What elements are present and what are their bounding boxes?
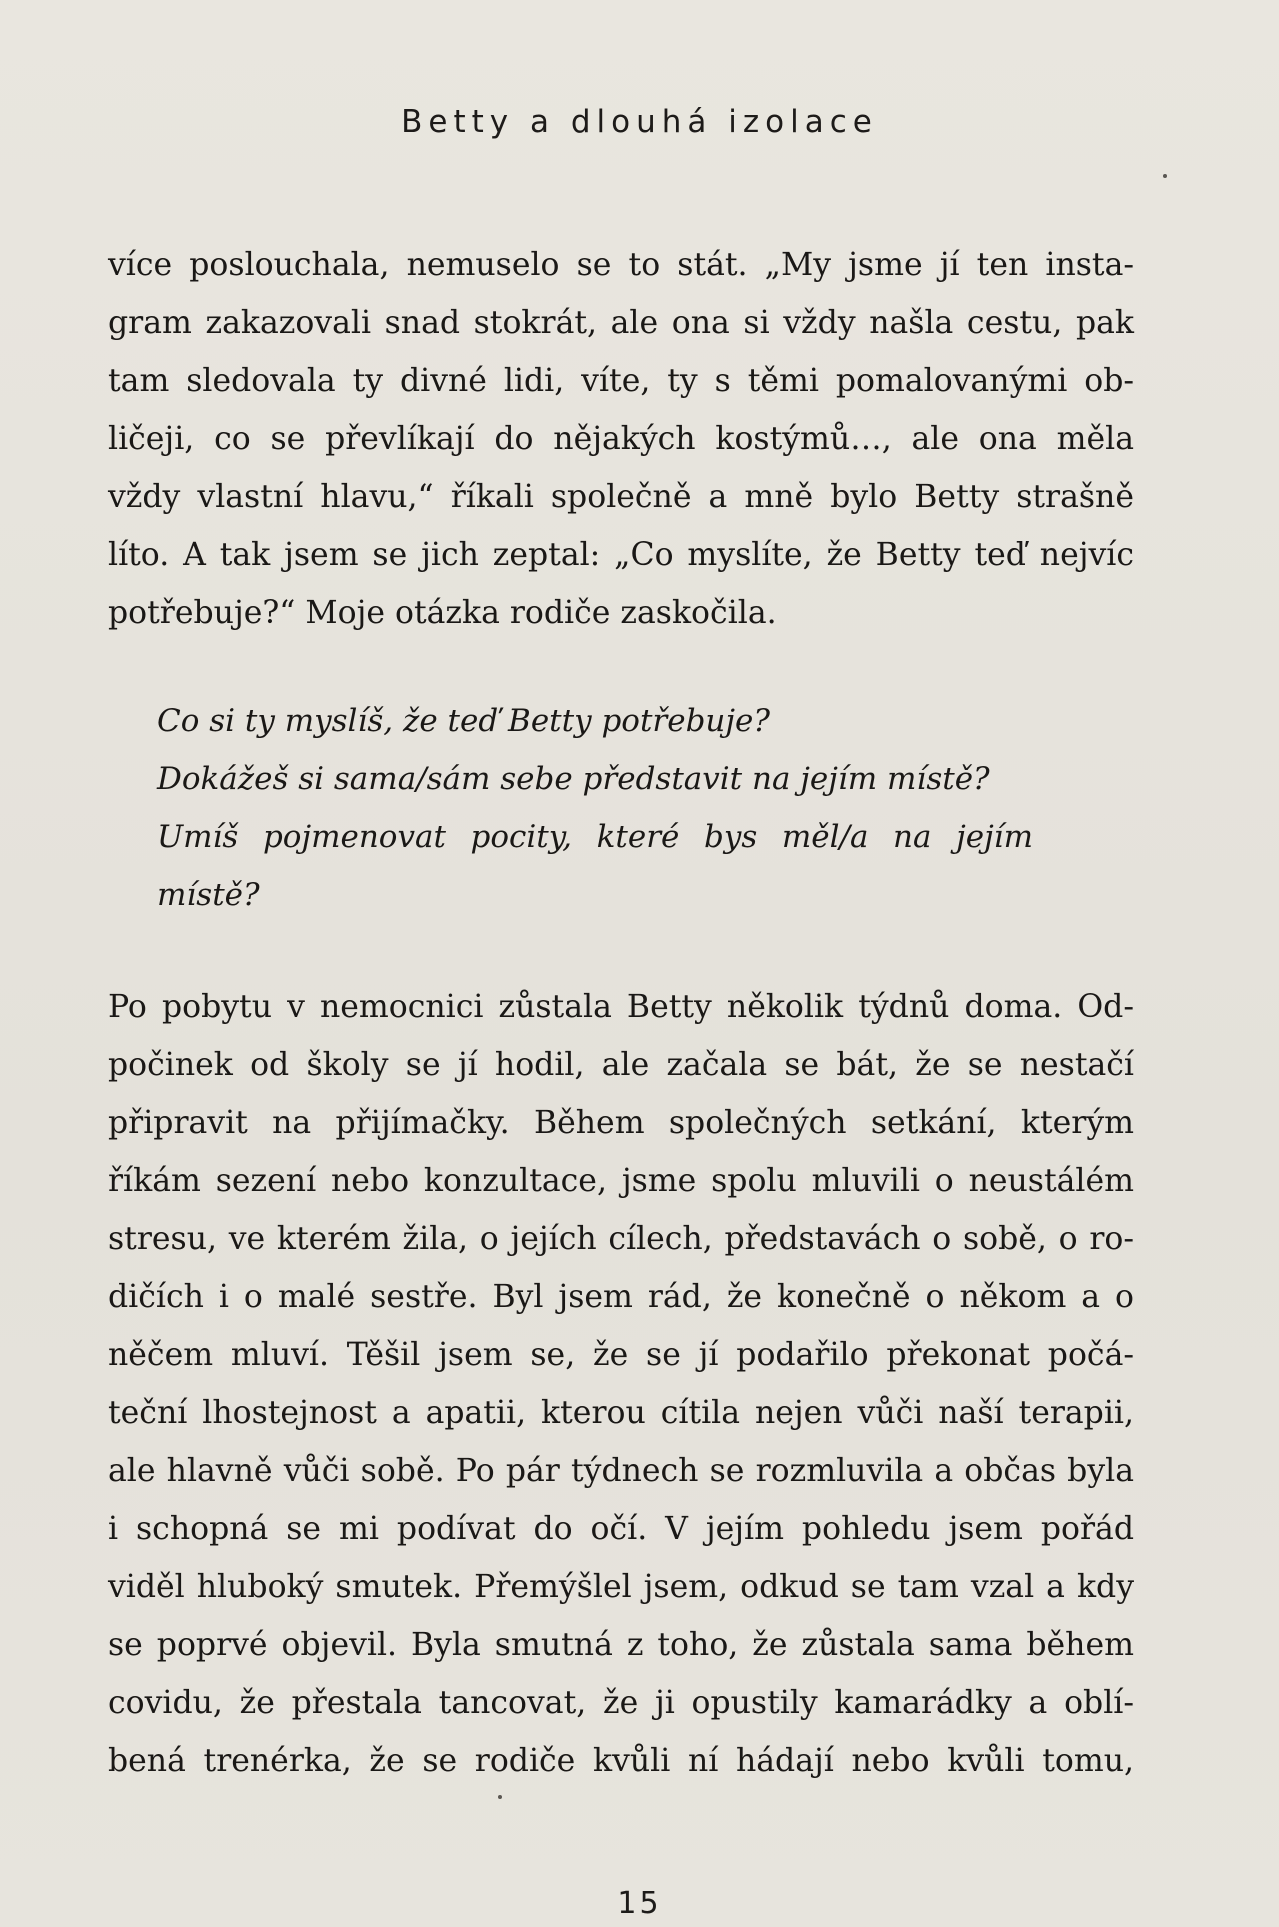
text-line: říkám sezení nebo konzultace, jsme spolu mluvili o neustálém xyxy=(108,1163,1134,1199)
text-line: připravit na přijímačky. Během společných setkání, kterým xyxy=(108,1105,1134,1141)
text-line: Po pobytu v nemocnici zůstala Betty několik týdnů doma. Od- xyxy=(108,989,1134,1025)
text-line: vždy vlastní hlavu,“ říkali společně a mně bylo Betty strašně xyxy=(108,479,1134,515)
text-line: stresu, ve kterém žila, o jejích cílech, představách o sobě, o ro- xyxy=(108,1221,1134,1257)
question-line: Umíš pojmenovat pocity, které bys měl/a na jejím xyxy=(157,819,1033,855)
paper-speck xyxy=(1163,174,1167,178)
text-line: potřebuje?“ Moje otázka rodiče zaskočila. xyxy=(108,595,777,631)
text-line: teční lhostejnost a apatii, kterou cítila nejen vůči naší terapii, xyxy=(108,1395,1134,1431)
text-line: covidu, že přestala tancovat, že ji opustily kamarádky a oblí- xyxy=(108,1685,1134,1721)
text-line: ale hlavně vůči sobě. Po pár týdnech se rozmluvila a občas byla xyxy=(108,1453,1134,1489)
question-line: Dokážeš si sama/sám sebe představit na jejím místě? xyxy=(157,761,990,797)
reflection-questions xyxy=(157,692,1033,924)
page-number: 15 xyxy=(617,1886,662,1921)
text-line: tam sledovala ty divné lidi, víte, ty s těmi pomalovanými ob- xyxy=(108,363,1134,399)
paragraph-2 xyxy=(108,978,1134,1790)
paragraph-1 xyxy=(108,236,1134,642)
running-header: Betty a dlouhá izolace xyxy=(401,104,878,140)
paper-speck xyxy=(498,1795,502,1799)
question-line: místě? xyxy=(157,877,260,913)
text-line: líto. A tak jsem se jich zeptal: „Co myslíte, že Betty teď nejvíc xyxy=(108,537,1134,573)
text-line: se poprvé objevil. Byla smutná z toho, že zůstala sama během xyxy=(108,1627,1134,1663)
text-line: i schopná se mi podívat do očí. V jejím pohledu jsem pořád xyxy=(108,1511,1134,1547)
text-line: gram zakazovali snad stokrát, ale ona si vždy našla cestu, pak xyxy=(108,305,1134,341)
text-line: viděl hluboký smutek. Přemýšlel jsem, odkud se tam vzal a kdy xyxy=(108,1569,1134,1605)
question-line: Co si ty myslíš, že teď Betty potřebuje? xyxy=(157,703,770,739)
text-line: bená trenérka, že se rodiče kvůli ní hádají nebo kvůli tomu, xyxy=(108,1743,1134,1779)
text-line: počinek od školy se jí hodil, ale začala se bát, že se nestačí xyxy=(108,1047,1134,1083)
text-line: ličeji, co se převlíkají do nějakých kostýmů…, ale ona měla xyxy=(108,421,1134,457)
text-line: něčem mluví. Těšil jsem se, že se jí podařilo překonat počá- xyxy=(108,1337,1134,1373)
text-line: více poslouchala, nemuselo se to stát. „My jsme jí ten insta- xyxy=(108,247,1134,283)
text-line: dičích i o malé sestře. Byl jsem rád, že konečně o někom a o xyxy=(108,1279,1134,1315)
